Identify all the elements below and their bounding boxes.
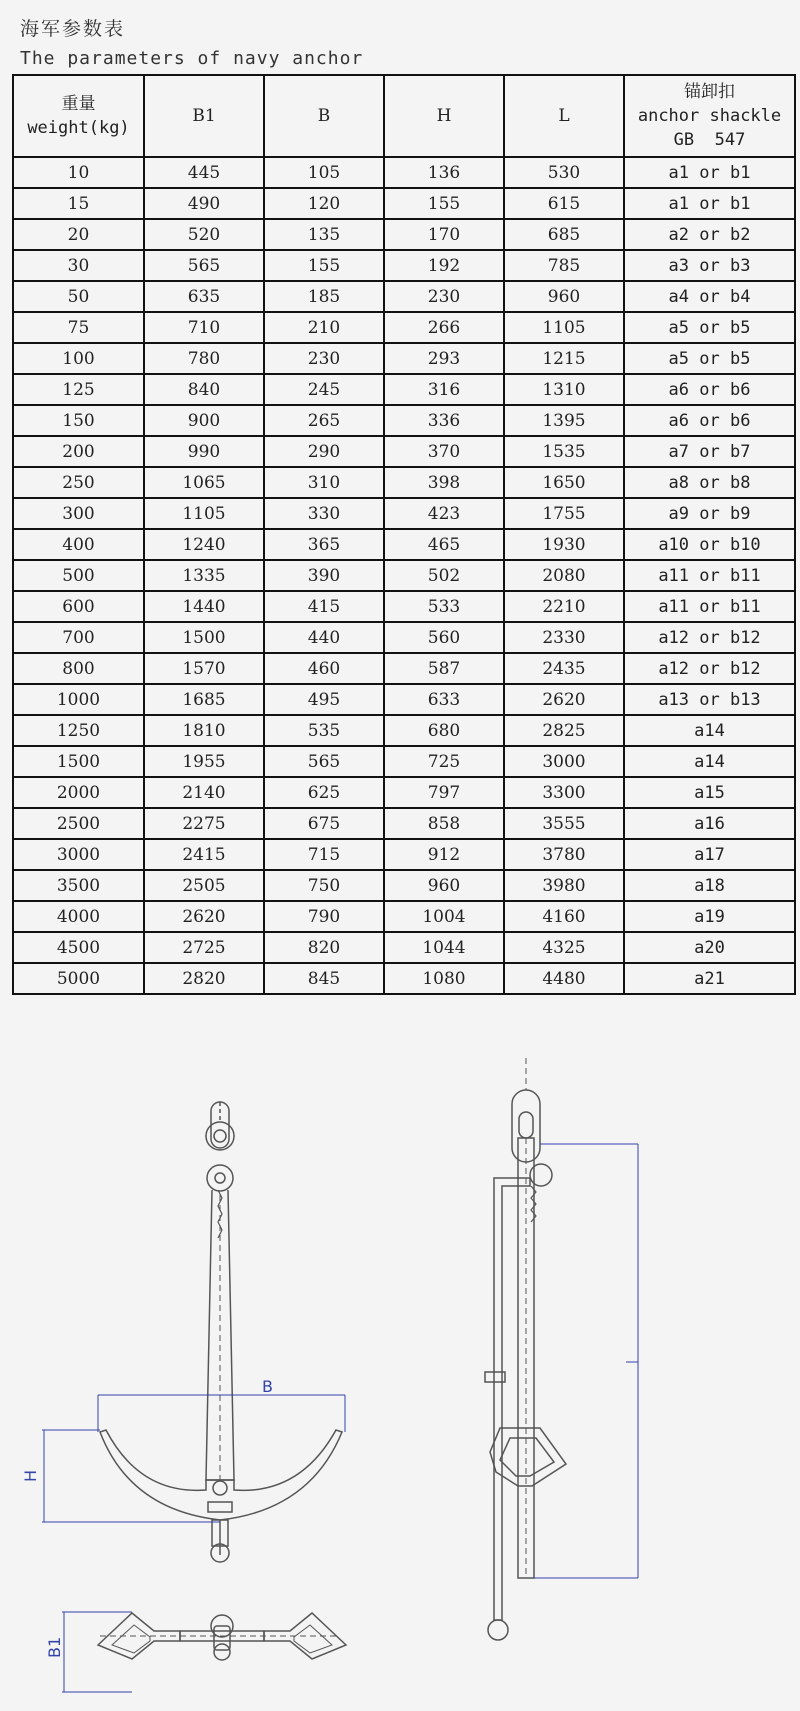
cell-l: 1755 (504, 498, 624, 529)
cell-b1: 900 (144, 405, 264, 436)
cell-h: 423 (384, 498, 504, 529)
cell-l: 4325 (504, 932, 624, 963)
cell-shackle: a6 or b6 (624, 374, 795, 405)
cell-shackle: a15 (624, 777, 795, 808)
cell-weight: 15 (13, 188, 144, 219)
cell-b: 105 (264, 157, 384, 188)
header-weight-en: weight(kg) (27, 118, 130, 138)
cell-b: 750 (264, 870, 384, 901)
cell-weight: 600 (13, 591, 144, 622)
cell-weight: 1250 (13, 715, 144, 746)
cell-weight: 3000 (13, 839, 144, 870)
cell-l: 615 (504, 188, 624, 219)
cell-weight: 1000 (13, 684, 144, 715)
cell-l: 530 (504, 157, 624, 188)
cell-h: 633 (384, 684, 504, 715)
cell-weight: 20 (13, 219, 144, 250)
table-row (13, 932, 795, 963)
cell-shackle: a14 (624, 746, 795, 777)
table-row (13, 684, 795, 715)
cell-b: 535 (264, 715, 384, 746)
table-row (13, 808, 795, 839)
cell-b1: 2415 (144, 839, 264, 870)
table-row (13, 498, 795, 529)
cell-shackle: a19 (624, 901, 795, 932)
table-row (13, 870, 795, 901)
parameters-table-container (12, 74, 794, 995)
header-h: H (384, 75, 504, 157)
cell-shackle: a12 or b12 (624, 622, 795, 653)
cell-b: 820 (264, 932, 384, 963)
cell-b: 210 (264, 312, 384, 343)
cell-h: 155 (384, 188, 504, 219)
cell-weight: 125 (13, 374, 144, 405)
table-row (13, 436, 795, 467)
cell-b: 845 (264, 963, 384, 994)
cell-shackle: a21 (624, 963, 795, 994)
header-row (13, 75, 795, 157)
cell-b: 390 (264, 560, 384, 591)
cell-l: 3555 (504, 808, 624, 839)
header-shackle-zh: 锚卸扣 (684, 82, 735, 102)
cell-b1: 2725 (144, 932, 264, 963)
side-dimensions (534, 1144, 638, 1578)
cell-h: 465 (384, 529, 504, 560)
cell-b1: 990 (144, 436, 264, 467)
dimension-label-b: B (262, 1377, 273, 1396)
cell-b1: 490 (144, 188, 264, 219)
cell-b: 625 (264, 777, 384, 808)
cell-weight: 2000 (13, 777, 144, 808)
table-row (13, 157, 795, 188)
cell-l: 3000 (504, 746, 624, 777)
cell-l: 4160 (504, 901, 624, 932)
cell-l: 685 (504, 219, 624, 250)
cell-b: 310 (264, 467, 384, 498)
cell-l: 4480 (504, 963, 624, 994)
cell-b1: 1500 (144, 622, 264, 653)
table-row (13, 901, 795, 932)
cell-l: 960 (504, 281, 624, 312)
cell-h: 533 (384, 591, 504, 622)
cell-weight: 1500 (13, 746, 144, 777)
cell-weight: 5000 (13, 963, 144, 994)
cell-b: 675 (264, 808, 384, 839)
cell-l: 1930 (504, 529, 624, 560)
cell-weight: 75 (13, 312, 144, 343)
cell-b: 330 (264, 498, 384, 529)
cell-shackle: a9 or b9 (624, 498, 795, 529)
top-dimensions (62, 1612, 132, 1692)
cell-weight: 800 (13, 653, 144, 684)
table-row (13, 374, 795, 405)
cell-h: 858 (384, 808, 504, 839)
table-row (13, 653, 795, 684)
cell-weight: 300 (13, 498, 144, 529)
cell-h: 192 (384, 250, 504, 281)
cell-weight: 2500 (13, 808, 144, 839)
cell-l: 3980 (504, 870, 624, 901)
cell-l: 1310 (504, 374, 624, 405)
cell-h: 230 (384, 281, 504, 312)
cell-h: 1080 (384, 963, 504, 994)
cell-h: 370 (384, 436, 504, 467)
cell-b1: 520 (144, 219, 264, 250)
title-chinese: 海军参数表 (20, 18, 126, 40)
front-dimensions (42, 1395, 345, 1522)
cell-l: 2330 (504, 622, 624, 653)
cell-h: 136 (384, 157, 504, 188)
table-row (13, 529, 795, 560)
cell-h: 725 (384, 746, 504, 777)
table-row (13, 250, 795, 281)
cell-weight: 500 (13, 560, 144, 591)
cell-l: 2620 (504, 684, 624, 715)
cell-b: 495 (264, 684, 384, 715)
cell-h: 1044 (384, 932, 504, 963)
cell-weight: 400 (13, 529, 144, 560)
cell-weight: 10 (13, 157, 144, 188)
cell-h: 797 (384, 777, 504, 808)
cell-shackle: a17 (624, 839, 795, 870)
table-row (13, 777, 795, 808)
table-row (13, 188, 795, 219)
cell-shackle: a10 or b10 (624, 529, 795, 560)
cell-weight: 200 (13, 436, 144, 467)
cell-b: 155 (264, 250, 384, 281)
cell-h: 960 (384, 870, 504, 901)
table-row (13, 560, 795, 591)
cell-l: 1105 (504, 312, 624, 343)
table-body (13, 157, 795, 994)
cell-h: 398 (384, 467, 504, 498)
cell-b1: 710 (144, 312, 264, 343)
cell-l: 2435 (504, 653, 624, 684)
cell-b1: 1240 (144, 529, 264, 560)
cell-b1: 1065 (144, 467, 264, 498)
cell-shackle: a6 or b6 (624, 405, 795, 436)
cell-h: 680 (384, 715, 504, 746)
cell-h: 266 (384, 312, 504, 343)
cell-b1: 1570 (144, 653, 264, 684)
cell-b: 135 (264, 219, 384, 250)
cell-h: 316 (384, 374, 504, 405)
dimension-label-h: H (21, 1469, 40, 1482)
cell-l: 2825 (504, 715, 624, 746)
cell-h: 336 (384, 405, 504, 436)
cell-l: 3780 (504, 839, 624, 870)
cell-h: 293 (384, 343, 504, 374)
parameters-table (12, 74, 796, 995)
cell-l: 1650 (504, 467, 624, 498)
cell-shackle: a11 or b11 (624, 591, 795, 622)
cell-b: 120 (264, 188, 384, 219)
cell-weight: 4500 (13, 932, 144, 963)
cell-weight: 100 (13, 343, 144, 374)
cell-b1: 2620 (144, 901, 264, 932)
cell-b1: 2275 (144, 808, 264, 839)
cell-shackle: a11 or b11 (624, 560, 795, 591)
cell-b: 565 (264, 746, 384, 777)
cell-b: 265 (264, 405, 384, 436)
cell-h: 1004 (384, 901, 504, 932)
cell-l: 785 (504, 250, 624, 281)
cell-b: 290 (264, 436, 384, 467)
table-row (13, 405, 795, 436)
cell-b: 245 (264, 374, 384, 405)
cell-b1: 1335 (144, 560, 264, 591)
anchor-drawings (0, 1050, 800, 1707)
cell-b1: 780 (144, 343, 264, 374)
header-shackle-en: anchor shackle (637, 106, 782, 126)
cell-h: 170 (384, 219, 504, 250)
table-row (13, 591, 795, 622)
cell-weight: 150 (13, 405, 144, 436)
table-row (13, 746, 795, 777)
cell-b: 715 (264, 839, 384, 870)
table-row (13, 622, 795, 653)
cell-l: 1395 (504, 405, 624, 436)
cell-shackle: a12 or b12 (624, 653, 795, 684)
cell-b: 230 (264, 343, 384, 374)
cell-b1: 2505 (144, 870, 264, 901)
cell-shackle: a20 (624, 932, 795, 963)
cell-b1: 840 (144, 374, 264, 405)
cell-b: 185 (264, 281, 384, 312)
cell-b1: 445 (144, 157, 264, 188)
cell-b1: 1440 (144, 591, 264, 622)
top-view (98, 1613, 346, 1660)
cell-l: 1535 (504, 436, 624, 467)
cell-l: 2210 (504, 591, 624, 622)
cell-b: 415 (264, 591, 384, 622)
cell-b1: 1810 (144, 715, 264, 746)
header-l: L (504, 75, 624, 157)
cell-b: 365 (264, 529, 384, 560)
header-shackle (624, 75, 795, 157)
cell-b1: 635 (144, 281, 264, 312)
cell-l: 2080 (504, 560, 624, 591)
cell-h: 502 (384, 560, 504, 591)
cell-b1: 565 (144, 250, 264, 281)
cell-h: 560 (384, 622, 504, 653)
cell-l: 3300 (504, 777, 624, 808)
cell-b: 790 (264, 901, 384, 932)
cell-h: 587 (384, 653, 504, 684)
table-row (13, 963, 795, 994)
cell-shackle: a8 or b8 (624, 467, 795, 498)
cell-b1: 1955 (144, 746, 264, 777)
side-view (485, 1058, 566, 1640)
cell-shackle: a14 (624, 715, 795, 746)
table-row (13, 219, 795, 250)
cell-weight: 3500 (13, 870, 144, 901)
cell-shackle: a4 or b4 (624, 281, 795, 312)
cell-shackle: a13 or b13 (624, 684, 795, 715)
table-row (13, 839, 795, 870)
table-row (13, 281, 795, 312)
cell-b1: 2140 (144, 777, 264, 808)
cell-shackle: a16 (624, 808, 795, 839)
header-b1: B1 (144, 75, 264, 157)
cell-l: 1215 (504, 343, 624, 374)
cell-shackle: a2 or b2 (624, 219, 795, 250)
cell-h: 912 (384, 839, 504, 870)
cell-shackle: a3 or b3 (624, 250, 795, 281)
cell-shackle: a5 or b5 (624, 312, 795, 343)
header-weight (13, 75, 144, 157)
title-english: The parameters of navy anchor (20, 48, 364, 69)
table-row (13, 343, 795, 374)
cell-shackle: a1 or b1 (624, 157, 795, 188)
front-view (100, 1102, 342, 1562)
cell-weight: 4000 (13, 901, 144, 932)
dimension-label-b1: B1 (45, 1636, 64, 1658)
cell-b: 460 (264, 653, 384, 684)
table-row (13, 312, 795, 343)
cell-weight: 700 (13, 622, 144, 653)
cell-b1: 2820 (144, 963, 264, 994)
header-weight-zh: 重量 (61, 94, 96, 114)
cell-shackle: a18 (624, 870, 795, 901)
page-heading (20, 14, 363, 74)
cell-weight: 30 (13, 250, 144, 281)
cell-b: 440 (264, 622, 384, 653)
header-b: B (264, 75, 384, 157)
table-row (13, 715, 795, 746)
header-shackle-std: GB 547 (673, 130, 746, 150)
cell-b1: 1685 (144, 684, 264, 715)
cell-b1: 1105 (144, 498, 264, 529)
cell-shackle: a7 or b7 (624, 436, 795, 467)
table-row (13, 467, 795, 498)
cell-shackle: a1 or b1 (624, 188, 795, 219)
anchor-drawing-svg (0, 1050, 800, 1707)
cell-shackle: a5 or b5 (624, 343, 795, 374)
cell-weight: 50 (13, 281, 144, 312)
cell-weight: 250 (13, 467, 144, 498)
